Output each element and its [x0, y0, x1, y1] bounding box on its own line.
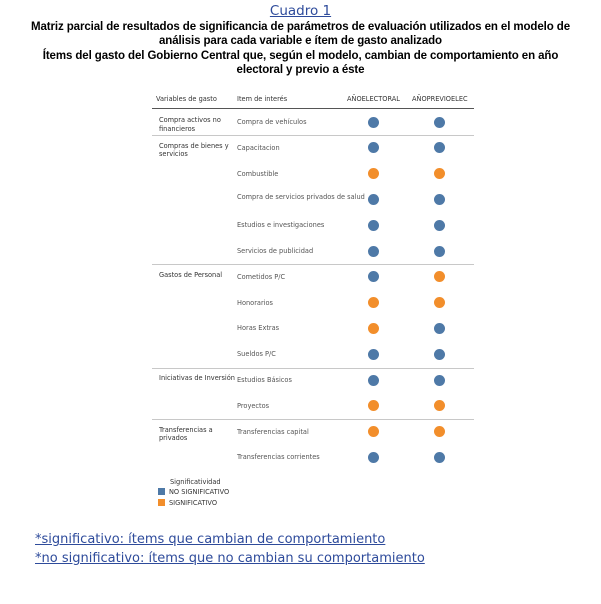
item-label: Capacitacion — [237, 143, 280, 152]
election-year-significance-dot — [368, 349, 379, 360]
pre-election-significance-dot — [434, 375, 445, 386]
legend-entry — [158, 488, 229, 496]
caption-line-2: análisis para cada variable e ítem de gasto analizado — [159, 35, 442, 48]
election-year-significance-dot — [368, 323, 379, 334]
election-year-significance-dot — [368, 297, 379, 308]
legend-swatch — [158, 499, 165, 506]
variable-group-name: Compra activos no financieros — [159, 116, 221, 133]
item-label: Compra de vehículos — [237, 118, 307, 126]
pre-election-significance-dot — [434, 142, 445, 153]
item-label: Horas Extras — [237, 324, 280, 333]
column-header-item: Item de interés — [237, 95, 288, 103]
column-header-pre-election-year: AÑOPREVIOELEC — [412, 95, 468, 103]
caption-line-1: Matriz parcial de resultados de significancia de parámetros de evaluación utilizados en el modelo de — [31, 21, 570, 33]
footnote-not-significant: *no significativo: ítems que no cambian su comportamiento — [35, 551, 425, 566]
footnote-significant: *significativo: ítems que cambian de comportamiento — [35, 532, 386, 547]
election-year-significance-dot — [368, 220, 379, 231]
title-block — [0, 3, 601, 78]
pre-election-significance-dot — [434, 400, 445, 411]
election-year-significance-dot — [368, 168, 379, 179]
election-year-significance-dot — [368, 400, 379, 411]
pre-election-significance-dot — [434, 220, 445, 231]
election-year-significance-dot — [368, 452, 379, 463]
item-label: Combustible — [237, 169, 279, 178]
column-header-election-year: AÑOELECTORAL — [347, 95, 400, 103]
legend-label: NO SIGNIFICATIVO — [169, 488, 230, 496]
legend-swatch — [158, 488, 165, 495]
item-label: Estudios e investigaciones — [237, 221, 325, 230]
election-year-significance-dot — [368, 246, 379, 257]
pre-election-significance-dot — [434, 349, 445, 360]
variable-group-name: Iniciativas de Inversión — [159, 374, 235, 382]
pre-election-significance-dot — [434, 117, 445, 128]
election-year-significance-dot — [368, 271, 379, 282]
caption-line-3: Ítems del gasto del Gobierno Central que, según el modelo, cambian de comportamiento en año — [42, 49, 559, 62]
legend-label: SIGNIFICATIVO — [169, 498, 218, 507]
election-year-significance-dot — [368, 426, 379, 437]
pre-election-significance-dot — [434, 246, 445, 257]
pre-election-significance-dot — [434, 271, 445, 282]
footnotes — [35, 530, 425, 568]
legend-entry — [158, 499, 217, 507]
caption-line-4: electoral y previo a éste — [236, 64, 365, 77]
item-label: Cometidos P/C — [237, 272, 286, 281]
pre-election-significance-dot — [434, 426, 445, 437]
item-label: Sueldos P/C — [237, 350, 276, 359]
pre-election-significance-dot — [434, 323, 445, 334]
item-label: Transferencias corrientes — [237, 453, 320, 462]
legend-title: Significatividad — [170, 478, 221, 486]
variable-group-name: Transferencias a privados — [159, 425, 213, 443]
item-label: Compra de servicios privados de salud — [237, 193, 365, 202]
pre-election-significance-dot — [434, 194, 445, 205]
pre-election-significance-dot — [434, 297, 445, 308]
item-label: Proyectos — [237, 401, 270, 410]
header-divider — [152, 108, 474, 109]
election-year-significance-dot — [368, 375, 379, 386]
variable-group-name: Gastos de Personal — [159, 270, 223, 279]
table-number: Cuadro 1 — [269, 3, 332, 19]
group-divider — [152, 264, 474, 265]
election-year-significance-dot — [368, 117, 379, 128]
group-divider — [152, 135, 474, 136]
pre-election-significance-dot — [434, 168, 445, 179]
election-year-significance-dot — [368, 194, 379, 205]
variable-group-name: Compras de bienes y servicios — [159, 141, 229, 159]
group-divider — [152, 419, 474, 420]
item-label: Servicios de publicidad — [237, 247, 314, 255]
column-header-variable: Variables de gasto — [156, 95, 217, 103]
group-divider — [152, 368, 474, 369]
item-label: Estudios Básicos — [237, 376, 292, 384]
election-year-significance-dot — [368, 142, 379, 153]
table-caption — [8, 20, 593, 78]
item-label: Honorarios — [237, 298, 273, 307]
item-label: Transferencias capital — [237, 427, 309, 436]
pre-election-significance-dot — [434, 452, 445, 463]
